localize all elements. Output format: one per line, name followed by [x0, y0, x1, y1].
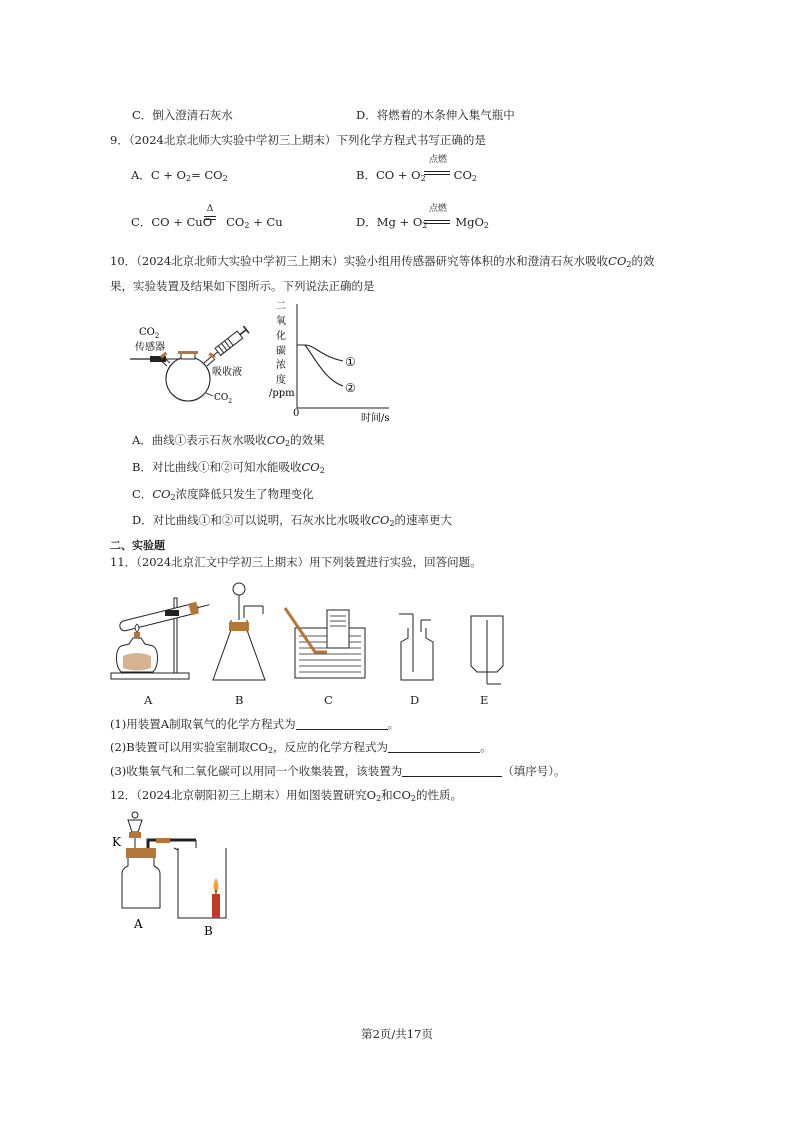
apparatus-a-heating-setup: [111, 598, 211, 679]
apparatus-label-b: B: [235, 693, 244, 707]
bottle-d-icon: [401, 628, 433, 680]
y-label-char-5: 浓: [276, 360, 286, 371]
q9-stem: 9．（2024北京北师大实验中学初三上期末）下列化学方程式书写正确的是: [110, 133, 486, 147]
q9-option-d: D．$Mg + O_2$ MgO$_2$: [356, 215, 490, 230]
curve-2-label: ②: [345, 381, 356, 395]
answer-blank-1[interactable]: [296, 718, 388, 730]
clamp-icon: [165, 610, 179, 616]
q12-stem: 12．（2024北京朝阳初三上期末）用如图装置研究$O_2$和$CO_2$的性质。: [110, 788, 462, 803]
q10-stem-line1: 10．（2024北京北师大实验中学初三上期末）实验小组用传感器研究等体积的水和澄清石灰水吸收$CO_2$的效: [110, 254, 655, 269]
stand-base: [111, 673, 189, 679]
syringe-icon: [210, 326, 249, 359]
valve-k-icon: [129, 832, 141, 838]
round-flask-icon: [166, 357, 210, 401]
q11-stem: 11．（2024北京汇文中学初三上期末）用下列装置进行实验，回答问题。: [110, 555, 482, 569]
q9-b-equals-sign: [424, 171, 450, 175]
page-footer: 第2页/共17页: [361, 1027, 433, 1041]
x-axis-label: 时间/s: [361, 413, 390, 424]
apparatus-label-e: E: [480, 693, 489, 707]
funnel-bulb-icon: [233, 583, 245, 595]
q9-c-condition: Δ: [206, 204, 214, 214]
y-label-char-4: 碳: [276, 346, 286, 357]
y-label-char-3: 化: [276, 331, 286, 342]
bottle-a-icon: [122, 858, 160, 908]
valve-k-label: K: [112, 835, 121, 849]
apparatus-c-water-trough: [285, 608, 365, 678]
q12-apparatus-figure: [108, 808, 248, 938]
curve-1-label: ①: [345, 355, 356, 369]
funnel-icon: [128, 820, 142, 832]
q11-part2: (2)B装置可以用实验室制取$CO_2$，反应的化学方程式为 。: [110, 740, 492, 755]
q9-option-c: C．CO + CuO $CO_2 + Cu$: [131, 215, 283, 230]
q10-concentration-graph: [265, 298, 395, 426]
answer-blank-3[interactable]: [402, 765, 502, 777]
q11-part3: (3)收集氧气和二氧化碳可以用同一个收集装置，该装置为 （填序号）。: [110, 764, 566, 778]
q10-option-b: B．对比曲线①和②可知水能吸收$CO_2$: [132, 460, 325, 475]
y-axis-unit: /ppm: [269, 388, 295, 399]
q9-option-b: B．CO + $O_2$ $CO_2$: [356, 168, 477, 183]
y-label-char-2: 氧: [276, 316, 286, 327]
candle-icon: [212, 894, 220, 918]
apparatus-b-conical-flask: [213, 583, 265, 680]
test-tube-icon: [119, 599, 211, 633]
q9-option-a: A．$C + O_2= CO_2$: [131, 168, 228, 183]
q9-d-equals-sign: [424, 220, 450, 224]
apparatus-label-c: C: [324, 693, 333, 707]
apparatus-e-inverted-bottle: [471, 616, 503, 684]
graph-origin: 0: [293, 408, 300, 419]
co2-in-flask-label: $CO_2$: [214, 393, 233, 405]
q10-stem-line2: 果，实验装置及结果如下图所示。下列说法正确的是: [110, 279, 375, 293]
answer-blank-2[interactable]: [388, 741, 480, 753]
beaker-b-label: B: [204, 924, 213, 938]
curve-1: [297, 345, 343, 361]
q11-part1: (1)用装置A制取氧气的化学方程式为 。: [110, 717, 400, 731]
co2-sensor-label: $CO_2$: [139, 327, 160, 340]
y-label-char-1: 二: [276, 301, 286, 312]
flask-b-stopper: [229, 622, 249, 631]
apparatus-label-a: A: [144, 693, 153, 707]
q10-apparatus-figure: [120, 318, 252, 410]
q10-option-c: C．$CO_2$浓度降低只发生了物理变化: [132, 487, 314, 502]
bottle-a-label: A: [134, 917, 143, 931]
q9-c-equals-sign: [204, 216, 216, 220]
bottle-a-stopper: [126, 848, 156, 858]
q10-option-d: D．对比曲线①和②可以说明，石灰水比水吸收$CO_2$的速率更大: [132, 513, 453, 528]
apparatus-d-collecting-bottle: [399, 614, 433, 680]
q11-apparatus-figure: [105, 580, 505, 690]
sensor-label: 传感器: [135, 342, 165, 353]
q10-option-a: A．曲线①表示石灰水吸收$CO_2$的效果: [132, 433, 325, 448]
q9-b-condition: 点燃: [428, 155, 447, 165]
absorbent-liquid-label: 吸收液: [212, 367, 242, 378]
q8-option-d: D．将燃着的木条伸入集气瓶中: [356, 108, 515, 122]
q9-d-condition: 点燃: [428, 204, 447, 214]
q8-option-c: C．倒入澄清石灰水: [132, 108, 233, 122]
stopper-center-icon: [178, 351, 198, 354]
y-label-char-6: 度: [276, 375, 286, 386]
section-heading-experiments: 二、实验题: [110, 539, 165, 552]
apparatus-label-d: D: [410, 693, 420, 707]
